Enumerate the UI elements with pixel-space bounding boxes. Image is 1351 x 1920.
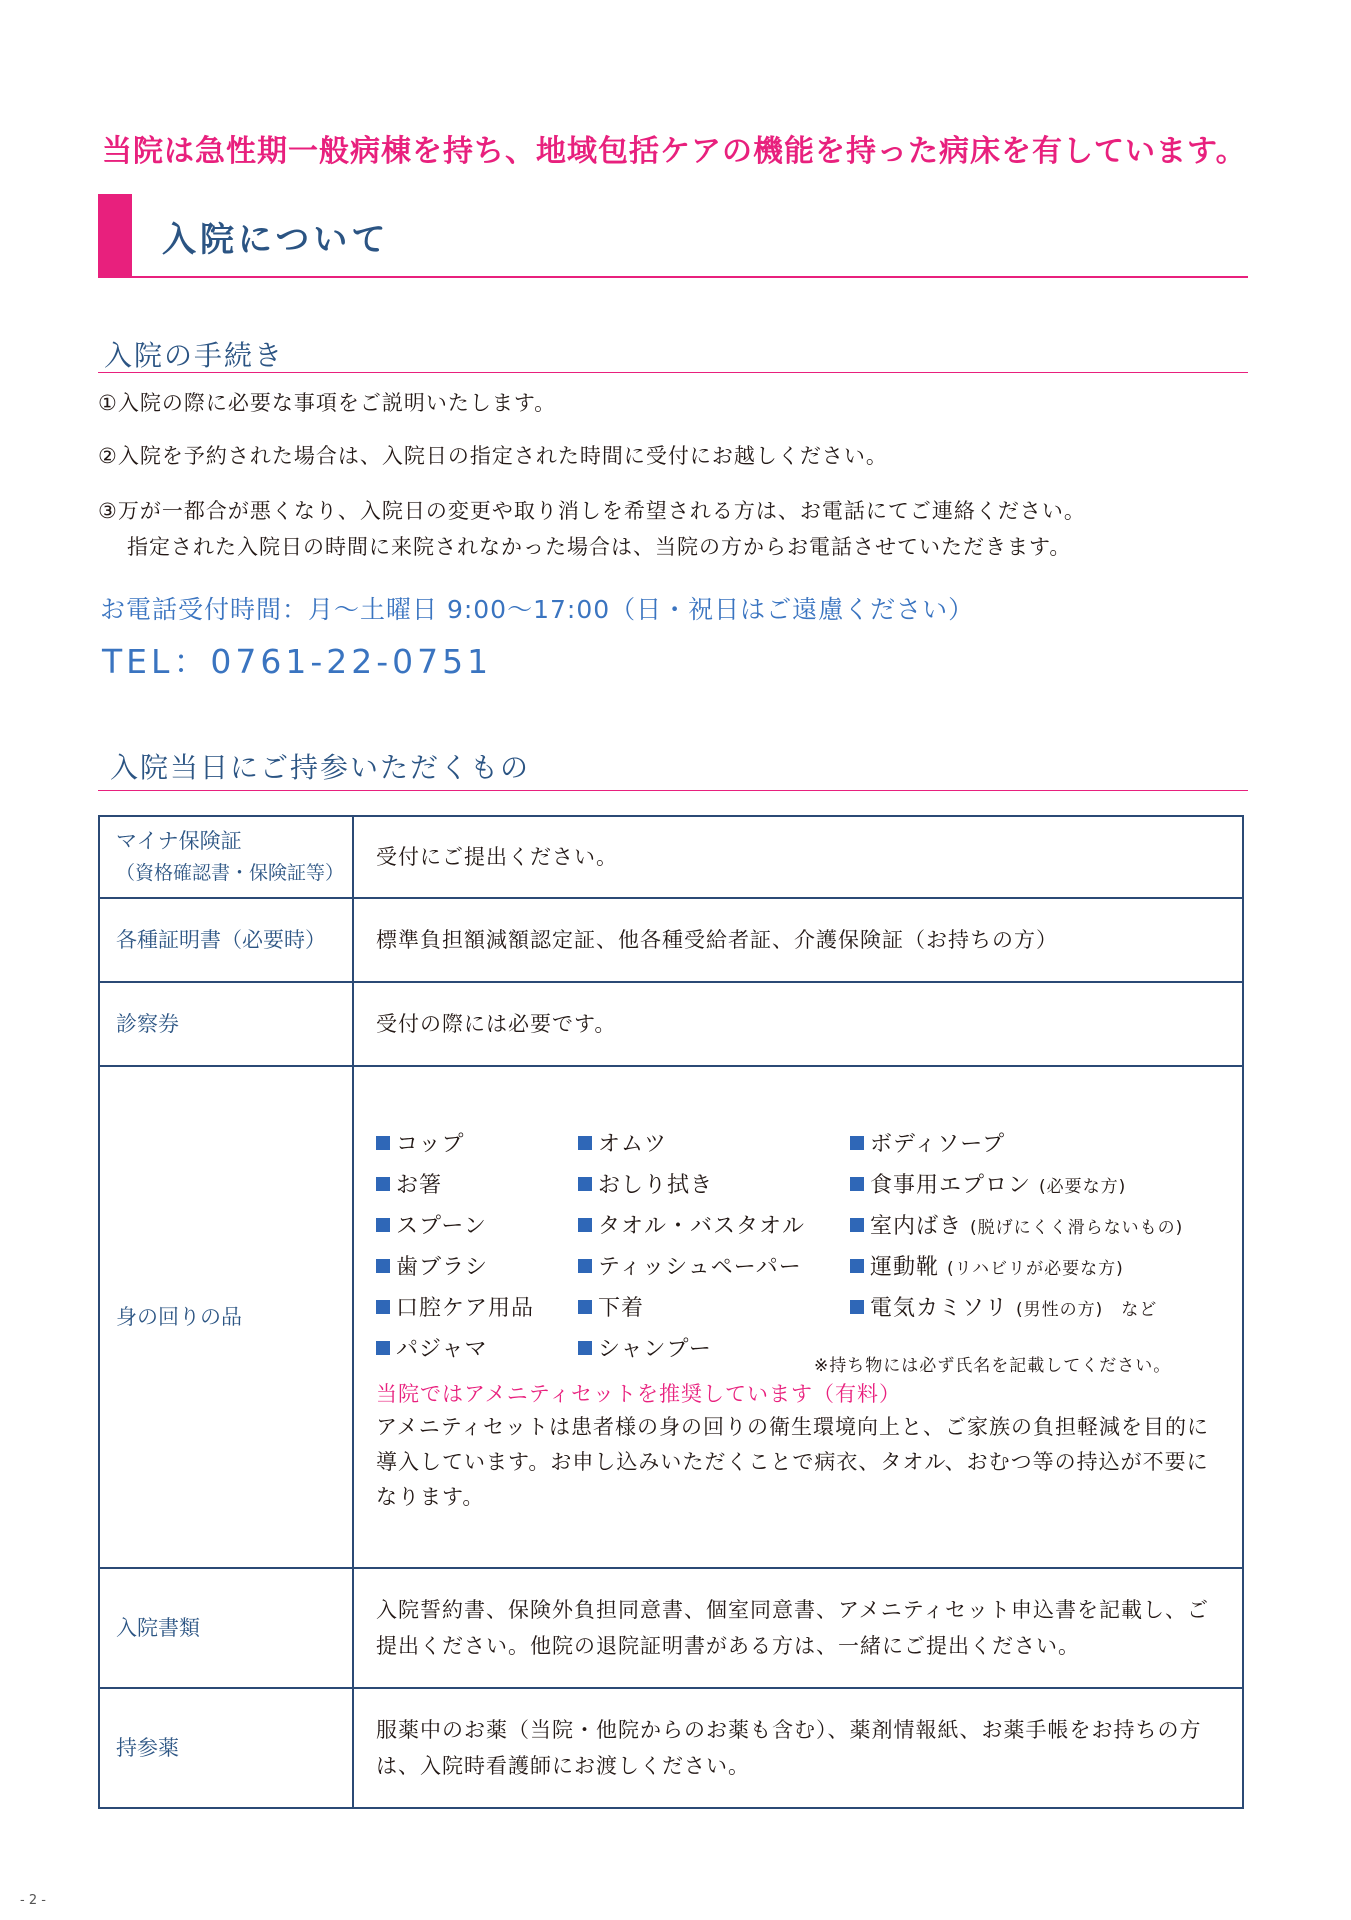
row-label: 各種証明書（必要時）: [99, 898, 353, 982]
phone-hours: お電話受付時間：月～土曜日 9:00～17:00（日・祝日はご遠慮ください）: [100, 595, 975, 624]
table-row: [99, 982, 1243, 1066]
row-content: 服薬中のお薬（当院・他院からのお薬も含む）、薬剤情報紙、お薬手帳をお持ちの方は、入院時看護師にお渡しください。: [353, 1688, 1243, 1808]
section-marker: [98, 194, 132, 276]
row-label: 持参薬: [99, 1688, 353, 1808]
list-item: コップ: [376, 1130, 465, 1160]
procedure-heading: 入院の手続き: [104, 339, 285, 372]
procedure-step-2: ②入院を予約された場合は、入院日の指定された時間に受付にお越しください。: [98, 444, 888, 468]
list-item: 歯ブラシ: [376, 1253, 488, 1283]
table-row: [99, 1066, 1243, 1568]
name-label-note: ※持ち物には必ず氏名を記載してください。: [814, 1355, 1172, 1376]
list-item: おしり拭き: [578, 1171, 713, 1201]
table-row: [99, 1568, 1243, 1688]
square-bullet-icon: [850, 1136, 864, 1150]
row-content: 標準負担額減額認定証、他各種受給者証、介護保険証（お持ちの方）: [353, 898, 1243, 982]
list-item: ボディソープ: [850, 1130, 1005, 1161]
table-row: [99, 1688, 1243, 1808]
list-item: タオル・バスタオル: [578, 1212, 805, 1242]
bring-items-heading: 入院当日にご持参いただくもの: [110, 751, 531, 784]
square-bullet-icon: [850, 1218, 864, 1232]
square-bullet-icon: [578, 1259, 592, 1273]
square-bullet-icon: [850, 1177, 864, 1191]
row-label: 診察券: [99, 982, 353, 1066]
square-bullet-icon: [376, 1136, 390, 1150]
row-content: 受付の際には必要です。: [353, 982, 1243, 1066]
list-item: 食事用エプロン (必要な方): [850, 1171, 1126, 1202]
square-bullet-icon: [850, 1300, 864, 1314]
bring-items-divider: [98, 790, 1248, 791]
list-item: 口腔ケア用品: [376, 1294, 534, 1324]
list-item: オムツ: [578, 1130, 667, 1160]
row-label-text: マイナ保険証: [116, 829, 242, 853]
intro-text: 当院は急性期一般病棟を持ち、地域包括ケアの機能を持った病床を有しています。: [102, 134, 1247, 169]
square-bullet-icon: [578, 1300, 592, 1314]
square-bullet-icon: [578, 1177, 592, 1191]
procedure-divider: [98, 372, 1248, 373]
row-content-personal-items: [353, 1066, 1243, 1568]
list-item: 下着: [578, 1294, 644, 1324]
square-bullet-icon: [376, 1177, 390, 1191]
table-row: [99, 898, 1243, 982]
square-bullet-icon: [578, 1136, 592, 1150]
square-bullet-icon: [578, 1341, 592, 1355]
list-item: お箸: [376, 1171, 442, 1201]
list-item: シャンプー: [578, 1335, 712, 1365]
amenity-description: アメニティセットは患者様の身の回りの衛生環境向上と、ご家族の負担軽減を目的に導入しています。お申し込みいただくことで病衣、タオル、おむつ等の持込が不要になります。: [376, 1414, 1210, 1509]
row-label: [99, 816, 353, 898]
amenity-recommendation-title: 当院ではアメニティセットを推奨しています（有料）: [376, 1381, 902, 1406]
list-item: 室内ばき (脱げにくく滑らないもの): [850, 1212, 1183, 1243]
row-content: 受付にご提出ください。: [353, 816, 1243, 898]
row-label: 身の回りの品: [99, 1066, 353, 1568]
list-item: 電気カミソリ (男性の方) など: [850, 1294, 1157, 1325]
table-row: [99, 816, 1243, 898]
square-bullet-icon: [376, 1259, 390, 1273]
square-bullet-icon: [376, 1218, 390, 1232]
list-item: スプーン: [376, 1212, 487, 1242]
row-label-subtext: （資格確認書・保険証等）: [116, 862, 345, 884]
list-item: ティッシュペーパー: [578, 1253, 802, 1283]
procedure-step-3: ③万が一都合が悪くなり、入院日の変更や取り消しを希望される方は、お電話にてご連絡ください。: [98, 499, 1086, 523]
page-number: - 2 -: [20, 1893, 46, 1908]
square-bullet-icon: [850, 1259, 864, 1273]
phone-number: TEL：0761-22-0751: [102, 642, 493, 681]
procedure-step-1: ①入院の際に必要な事項をご説明いたします。: [98, 391, 557, 415]
square-bullet-icon: [376, 1341, 390, 1355]
list-item: パジャマ: [376, 1335, 488, 1365]
personal-items-list: [376, 1120, 1224, 1376]
section-divider: [98, 276, 1248, 278]
list-item: 運動靴 (リハビリが必要な方): [850, 1253, 1124, 1284]
row-label: 入院書類: [99, 1568, 353, 1688]
bring-items-table: [98, 815, 1244, 1809]
section-title: 入院について: [162, 220, 390, 260]
square-bullet-icon: [376, 1300, 390, 1314]
square-bullet-icon: [578, 1218, 592, 1232]
procedure-step-3-continued: 指定された入院日の時間に来院されなかった場合は、当院の方からお電話させていただきます。: [127, 535, 1072, 559]
row-content: 入院誓約書、保険外負担同意書、個室同意書、アメニティセット申込書を記載し、ご提出ください。他院の退院証明書がある方は、一緒にご提出ください。: [353, 1568, 1243, 1688]
